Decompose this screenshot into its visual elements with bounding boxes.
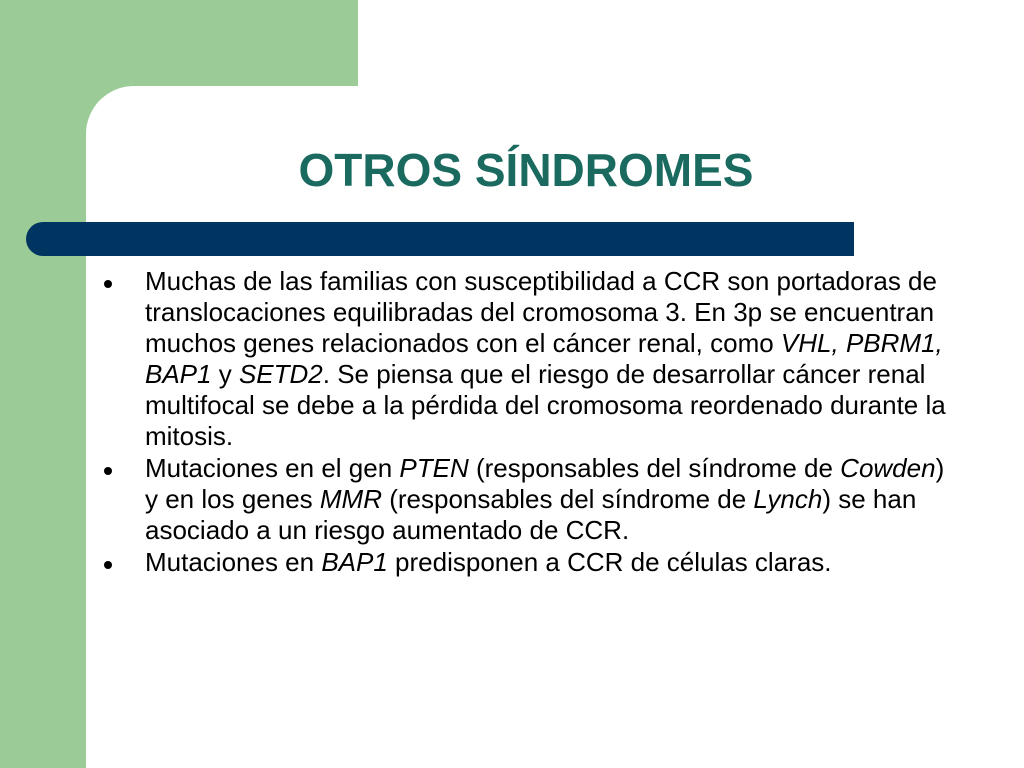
slide-title: OTROS SÍNDROMES — [298, 144, 754, 196]
text-segment: . Se piensa que el riesgo de desarrollar cáncer renal multifocal se debe a la pérdida del cromosoma reordenado durante la mitosis. — [145, 359, 946, 451]
italic-term: VHL, PBRM1, BAP1 — [145, 328, 943, 389]
text-segment: (responsables del síndrome de — [468, 453, 841, 483]
bullet-text — [145, 266, 962, 452]
bullet-dot-icon — [104, 467, 112, 475]
text-segment: ) se han asociado a un riesgo aumentado de CCR. — [145, 484, 917, 545]
italic-term: BAP1 — [321, 547, 388, 577]
italic-term: SETD2 — [238, 359, 323, 389]
bullet-dot-icon — [104, 280, 112, 288]
text-segment: ) y en los genes — [145, 453, 945, 514]
bullet-item — [102, 453, 962, 546]
italic-term: Lynch — [753, 484, 823, 514]
text-segment: y — [211, 359, 239, 389]
title-underline-bar — [26, 222, 854, 256]
bullet-text — [145, 453, 962, 546]
text-segment: predisponen a CCR de células claras — [387, 547, 825, 577]
italic-term: PTEN — [399, 453, 469, 483]
italic-term: Cowden — [840, 453, 936, 483]
text-segment: Mutaciones en — [145, 547, 322, 577]
bullet-text — [145, 547, 962, 578]
text-segment: Mutaciones en el gen — [145, 453, 400, 483]
bullet-list — [102, 266, 962, 579]
bullet-dot-icon — [104, 561, 112, 569]
bullet-item — [102, 266, 962, 452]
text-segment: (responsables del síndrome de — [381, 484, 754, 514]
italic-term: MMR — [319, 484, 382, 514]
text-segment: Muchas de las familias con susceptibilidad a CCR son portadoras de translocaciones equilibradas del cromosoma 3. En 3p se encuentran muchos genes relacionados con el cáncer renal, como — [145, 266, 937, 358]
text-segment: . — [824, 547, 832, 577]
bullet-item — [102, 547, 962, 578]
